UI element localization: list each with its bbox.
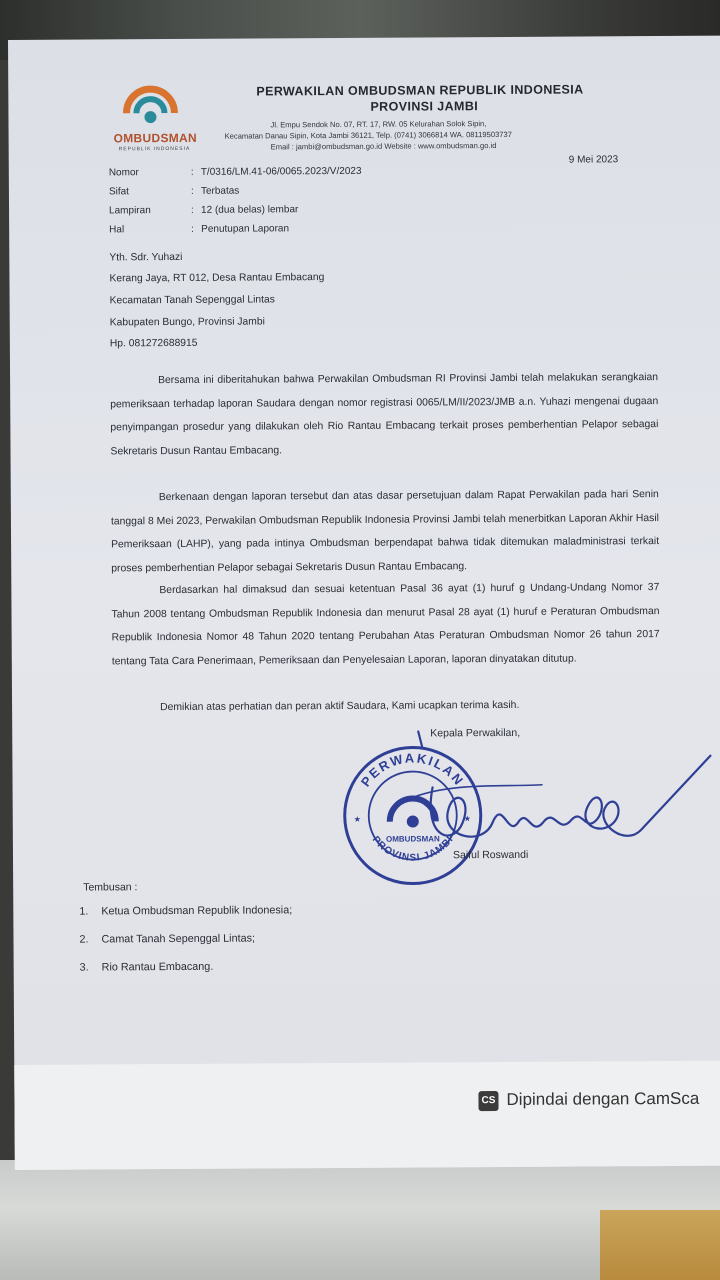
camscanner-icon: CS [478,1091,498,1111]
ombudsman-logo-icon [118,83,182,129]
paragraph-2: Berkenaan dengan laporan tersebut dan atas dasar persetujuan dalam Rapat Perwakilan pada hari Senin tanggal 8 Mei 2023, Perwakilan Ombudsman Republik Indonesia Provinsi Jambi telah menerbitkan Laporan Akhir Hasil Pemeriksaan (LAHP), yang pada intinya Ombudsman berpendapat bahwa tidak ditemukan maladministrasi terkait proses pemberhentian Pelapor sebagai Sekretaris Dusun Rantau Embacang. [110,489,660,574]
stamp-star-icon: ★ [463,814,471,824]
logo-name: OMBUDSMAN [113,130,198,146]
recipient-name: Yth. Sdr. Yuhazi [109,251,183,264]
address-line-2: Kecamatan Danau Sipin, Kota Jambi 36121, Telp. (0741) 3066814 WA. 08119503737 [224,129,512,141]
cc-item-number: 1. [79,905,89,918]
recipient-address: Kerang Jaya, RT 012, Desa Rantau Embacang [109,272,325,285]
background-bottom [0,1160,720,1280]
meta-value: 12 (dua belas) lembar [201,204,299,216]
meta-key: Nomor [108,167,139,179]
cc-item-number: 2. [79,933,89,946]
stamp-bottom-text: PROVINSI JAMBI [369,834,457,864]
cc-item [79,933,255,946]
handwritten-signature [392,726,720,878]
signature-title: Kepala Perwakilan, [430,726,521,740]
address-line-1: Jl. Empu Sendok No. 07, RT. 17, RW. 05 Kelurahan Solok Sipin, [270,119,487,130]
paragraph-4: Demikian atas perhatian dan peran aktif Saudara, Kami ucapkan terima kasih. [160,699,520,714]
stamp-center-text: OMBUDSMAN [385,834,440,844]
meta-colon: : [190,166,194,178]
org-name: PERWAKILAN OMBUDSMAN REPUBLIK INDONESIA [256,82,584,99]
meta-key: Hal [109,224,125,236]
stamp-top-text: PERWAKILAN [357,750,468,790]
recipient-district: Kecamatan Tanah Sepenggal Lintas [109,294,275,307]
logo-subtext: REPUBLIK INDONESIA [118,145,191,153]
paragraph-3: Berdasarkan hal dimaksud dan sesuai ketentuan Pasal 36 ayat (1) huruf g Undang-Undang Nomor 37 Tahun 2008 tentang Ombudsman Republik Indonesia dan menurut Pasal 28 ayat (1) huruf e Peraturan Ombudsman Republik Indonesia Nomor 48 Tahun 2020 tentang Perubahan Atas Peraturan Ombudsman Nomor 26 tahun 2017 tentang Tata Cara Penerimaan, Pemeriksaan dan Penyelesaian Laporan, laporan dinyatakan ditutup. [111,582,660,667]
meta-colon: : [191,223,194,235]
letter-page [8,36,720,1170]
letter-date: 9 Mei 2023 [568,154,619,166]
cc-item-text: Camat Tanah Sepenggal Lintas; [101,932,255,946]
cc-item-text: Rio Rantau Embacang. [101,960,214,974]
meta-value: Penutupan Laporan [201,223,290,235]
cc-item-text: Ketua Ombudsman Republik Indonesia; [101,904,293,918]
recipient-phone: Hp. 081272688915 [109,337,198,350]
meta-colon: : [190,185,194,197]
meta-value: T/0316/LM.41-06/0065.2023/V/2023 [200,165,362,178]
meta-key: Sifat [108,186,129,198]
recipient-regency: Kabupaten Bungo, Provinsi Jambi [109,316,265,329]
stamp-star-icon: ★ [353,814,361,824]
meta-key: Lampiran [109,205,151,217]
camscanner-text: Dipindai dengan CamSca [506,1088,700,1109]
camscanner-watermark [478,1089,699,1111]
cc-title: Tembusan : [83,881,138,894]
cc-item-number: 3. [79,961,89,974]
meta-value: Terbatas [200,185,240,197]
cc-item [80,961,214,974]
background-object [600,1210,720,1280]
letterhead [113,66,719,180]
meta-colon: : [191,204,194,216]
org-province: PROVINSI JAMBI [370,99,479,114]
paragraph-1: Bersama ini diberitahukan bahwa Perwakilan Ombudsman RI Provinsi Jambi telah melakukan serangkaian pemeriksaan terhadap laporan Saudara dengan nomor registrasi 0065/LM/II/2023/JMB a.n. Yuhazi mengenai dugaan penyimpangan prosedur yang dilakukan oleh Rio Rantau Embacang terkait proses pemberhentian Pelapor sebagai Sekretaris Dusun Rantau Embacang. [110,372,659,457]
scanner-footer [14,1061,720,1170]
cc-item [79,904,292,917]
address-line-3: Email : jambi@ombudsman.go.id Website : www.ombudsman.go.id [270,141,497,152]
signatory-name: Saiful Roswandi [452,848,529,862]
